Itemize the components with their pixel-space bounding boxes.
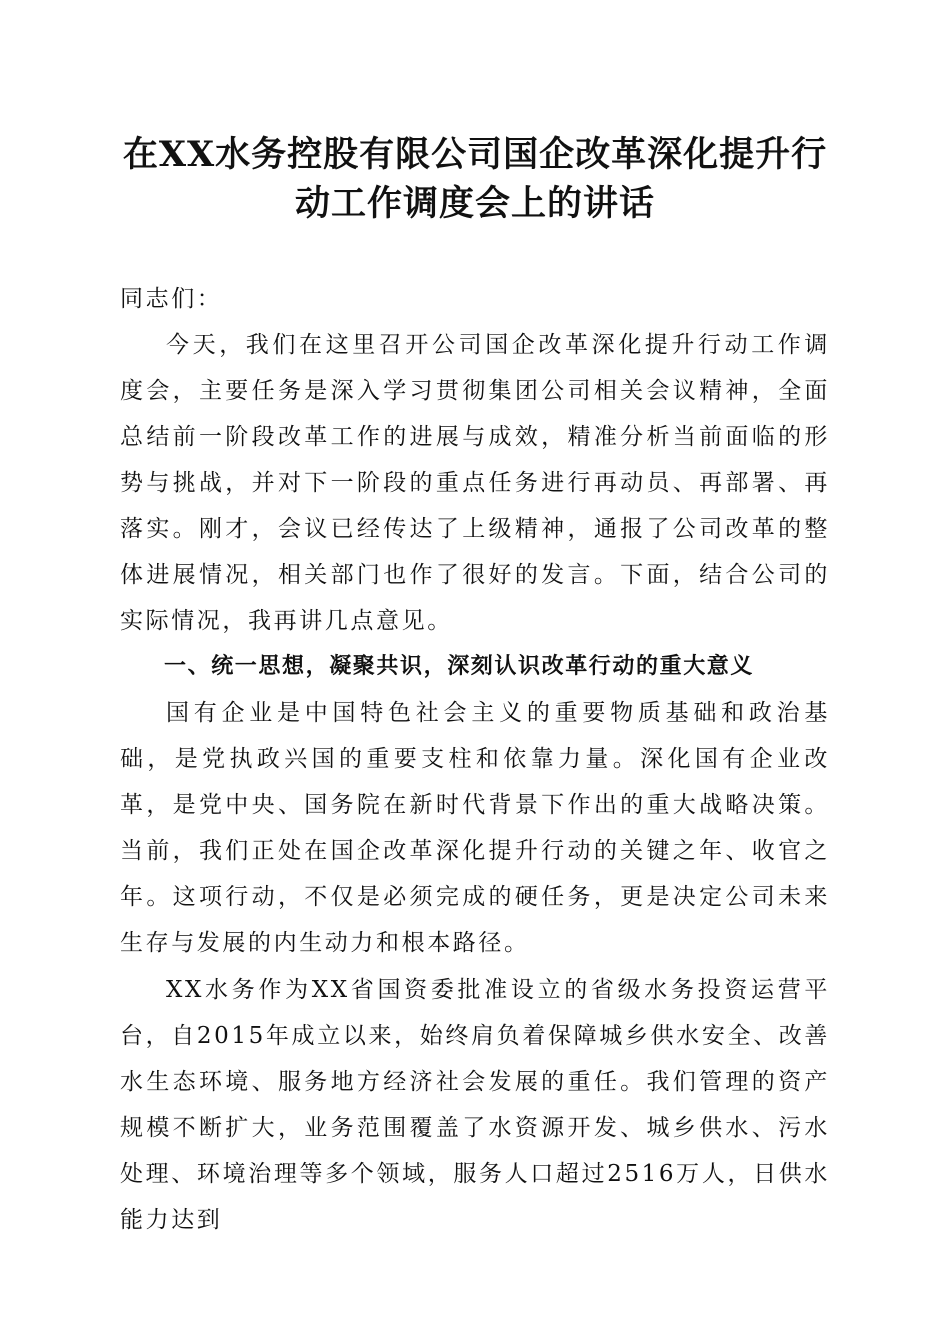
document-body xyxy=(120,276,830,1243)
section-heading-1: 一、统一思想，凝聚共识，深刻认识改革行动的重大意义 xyxy=(164,654,755,679)
salutation: 同志们： xyxy=(120,286,223,312)
paragraph-section1-2: XX水务作为XX省国资委批准设立的省级水务投资运营平台，自2015年成立以来，始终肩负着保障城乡供水安全、改善水生态环境、服务地方经济社会发展的重任。我们管理的资产规模不断扩大，业务范围覆盖了水资源开发、城乡供水、污水处理、环境治理等多个领域，服务人口超过2516万人，日供水能力达到 xyxy=(120,977,830,1233)
paragraph-intro: 今天，我们在这里召开公司国企改革深化提升行动工作调度会，主要任务是深入学习贯彻集团公司相关会议精神，全面总结前一阶段改革工作的进展与成效，精准分析当前面临的形势与挑战，并对下一阶段的重点任务进行再动员、再部署、再落实。刚才，会议已经传达了上级精神，通报了公司改革的整体进展情况，相关部门也作了很好的发言。下面，结合公司的实际情况，我再讲几点意见。 xyxy=(120,332,830,634)
paragraph-section1-1: 国有企业是中国特色社会主义的重要物质基础和政治基础，是党执政兴国的重要支柱和依靠力量。深化国有企业改革，是党中央、国务院在新时代背景下作出的重大战略决策。当前，我们正处在国企改革深化提升行动的关键之年、收官之年。这项行动，不仅是必须完成的硬任务，更是决定公司未来生存与发展的内生动力和根本路径。 xyxy=(120,700,830,956)
document-title: 在XX水务控股有限公司国企改革深化提升行动工作调度会上的讲话 xyxy=(122,134,828,224)
